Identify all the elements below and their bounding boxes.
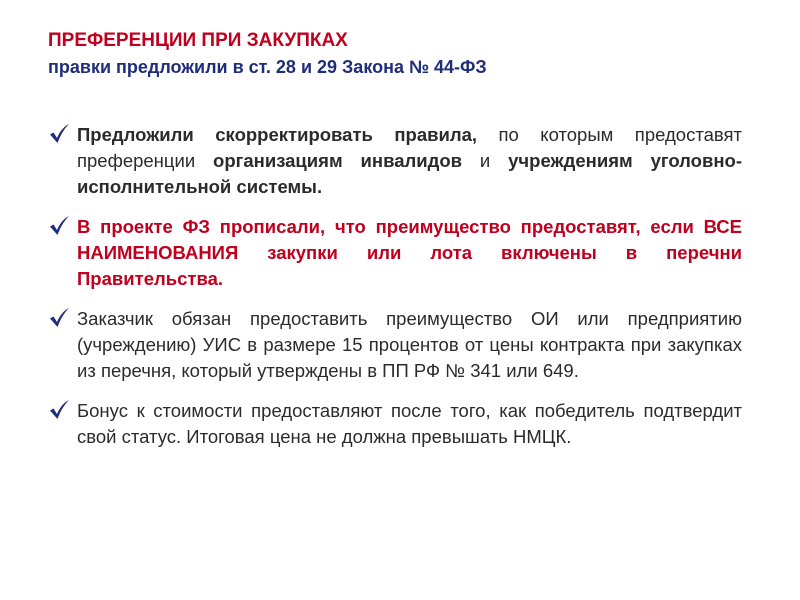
bullet-text-bold: учреждениям уголовно-исполнительной системы. — [77, 150, 742, 197]
bullet-text — [77, 122, 742, 200]
bullet-text: Бонус к стоимости предоставляют после того, как победитель подтвердит свой статус. Итоговая цена не должна превышать НМЦК. — [77, 400, 742, 447]
bullet-text-regular: и — [462, 150, 509, 171]
check-mark-icon — [48, 215, 70, 237]
title-heading: ПРЕФЕРЕНЦИИ ПРИ ЗАКУПКАХ — [48, 30, 348, 51]
bullet-text-bold: организациям инвалидов — [213, 150, 463, 171]
check-mark-icon — [48, 399, 70, 421]
bullet-text-bold: Предложили скорректировать правила, — [77, 124, 478, 145]
bullet-text-highlight: В проекте ФЗ прописали, что преимущество предоставят, если ВСЕ НАИМЕНОВАНИЯ закупки или лота включены в перечни Правительства. — [77, 216, 742, 289]
slide-title — [48, 28, 748, 80]
bullet-text: Заказчик обязан предоставить преимущество ОИ или предприятию (учреждению) УИС в размере 15 процентов от цены контракта при закупках из перечня, который утверждены в ПП РФ № 341 или 649. — [77, 308, 742, 381]
bullet-item — [48, 398, 742, 450]
bullet-item — [48, 306, 742, 384]
bullet-item — [48, 122, 742, 200]
check-mark-icon — [48, 123, 70, 145]
title-subheading: правки предложили в ст. 28 и 29 Закона № 44-ФЗ — [48, 57, 487, 77]
bullet-text-regular: по которым предоставят преференции — [77, 124, 742, 171]
bullet-list — [48, 122, 742, 464]
bullet-item — [48, 214, 742, 292]
check-mark-icon — [48, 307, 70, 329]
